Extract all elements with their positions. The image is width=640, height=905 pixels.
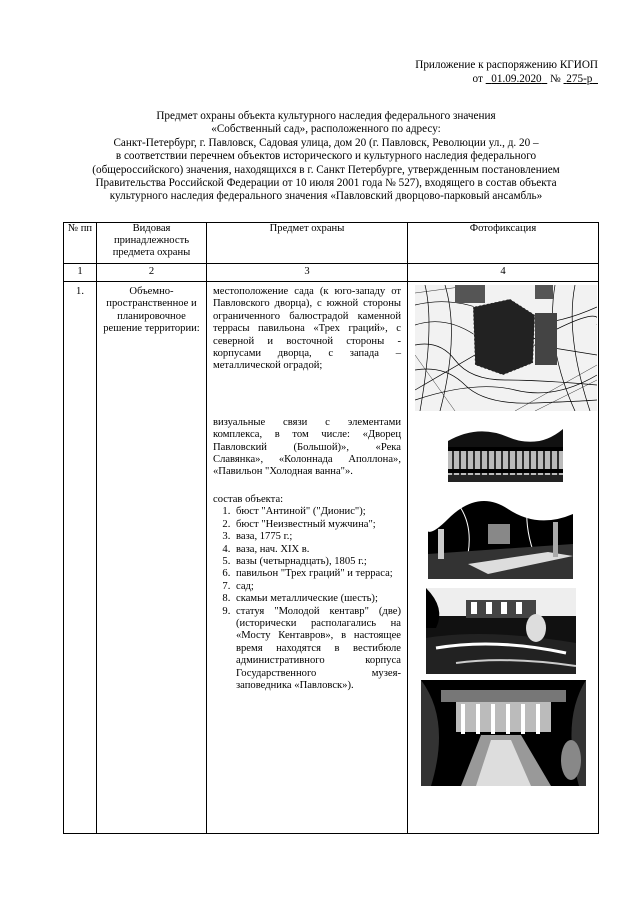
header-number: № пп: [64, 223, 97, 264]
row-number: 1.: [64, 282, 97, 834]
location-text: местоположение сада (к юго-западу от Павловского дворца), с южной стороны ограниченного балюстрадой каменной террасы павильона «Трех граций», с северной и восточной стороны - корпусами дворца, с запада – металлической оградой;: [213, 286, 401, 372]
order-number: 275-р: [566, 73, 593, 85]
col-number: 2: [97, 264, 207, 282]
col-number: 4: [408, 264, 599, 282]
title-line: Санкт-Петербург, г. Павловск, Садовая улица, дом 20 (г. Павловск, Революции ул., д. 20 –: [113, 136, 539, 149]
row-photos: [408, 282, 599, 834]
title-line: культурного наследия федерального значения «Павловский дворцово-парковый ансамбль»: [109, 190, 543, 203]
list-item: 9. статуя "Молодой кентавр" (две) (исторически располагались на «Мосту Кентавров», в настоящее время находятся в вестибюле административного корпуса Государственного музея-заповедника «Павловск»).: [233, 606, 401, 693]
order-date: 01.09.2020: [491, 73, 542, 85]
row-subject: [207, 282, 408, 834]
header-photo: Фотофиксация: [408, 223, 599, 264]
appendix-line: Приложение к распоряжению КГИОП: [415, 59, 598, 71]
number-label: №: [550, 73, 561, 85]
photo-fence: [448, 419, 563, 482]
list-item: 3. ваза, 1775 г.;: [233, 531, 401, 543]
composition-list: [213, 506, 401, 692]
document-title: [62, 110, 590, 204]
title-line: «Собственный сад», расположенного по адресу:: [211, 123, 441, 136]
title-line: Правительства Российской Федерации от 10 июля 2001 года № 527), входящего в состав объекта: [95, 177, 557, 190]
table-row: [64, 282, 599, 834]
list-item: 5. вазы (четырнадцать), 1805 г.;: [233, 556, 401, 568]
header-kind: Видовая принадлежность предмета охраны: [97, 223, 207, 264]
list-item: 6. павильон "Трех граций" и терраса;: [233, 568, 401, 580]
visual-links-text: визуальные связи с элементами комплекса, в том числе: «Дворец Павловский (Большой)», «Река Славянка», «Колоннада Аполлона», «Павильон "Холодная ванна"».: [213, 416, 401, 478]
from-label: от: [472, 73, 483, 85]
photo-statue: [426, 588, 576, 674]
appendix-date-line: [360, 72, 598, 86]
site-plan-map: [415, 285, 597, 411]
header-subject: Предмет охраны: [207, 223, 408, 264]
title-line: Предмет охраны объекта культурного наследия федерального значения: [156, 110, 496, 122]
col-number: 1: [64, 264, 97, 282]
photo-garden-trees: [428, 494, 573, 579]
protection-subject-table: [63, 222, 599, 834]
list-item: 7. сад;: [233, 581, 401, 593]
appendix-header: [360, 58, 598, 86]
table-header-row: [64, 223, 599, 264]
list-item: 8. скамьи металлические (шесть);: [233, 593, 401, 605]
photo-pavilion-three-graces: [421, 680, 586, 786]
title-line: в соответствии перечнем объектов исторического и культурного наследия федерального: [115, 150, 537, 163]
column-number-row: [64, 264, 599, 282]
list-item: 4. ваза, нач. XIX в.: [233, 544, 401, 556]
title-line: (общероссийского) значения, находящихся в г. Санкт Петербурге, утвержденным постановлением: [92, 163, 560, 176]
col-number: 3: [207, 264, 408, 282]
list-item: 2. бюст "Неизвестный мужчина";: [233, 519, 401, 531]
row-kind: Объемно-пространственное и планировочное решение территории:: [97, 282, 207, 834]
composition-label: состав объекта:: [213, 493, 284, 505]
list-item: 1. бюст "Антиной" ("Дионис");: [233, 506, 401, 518]
